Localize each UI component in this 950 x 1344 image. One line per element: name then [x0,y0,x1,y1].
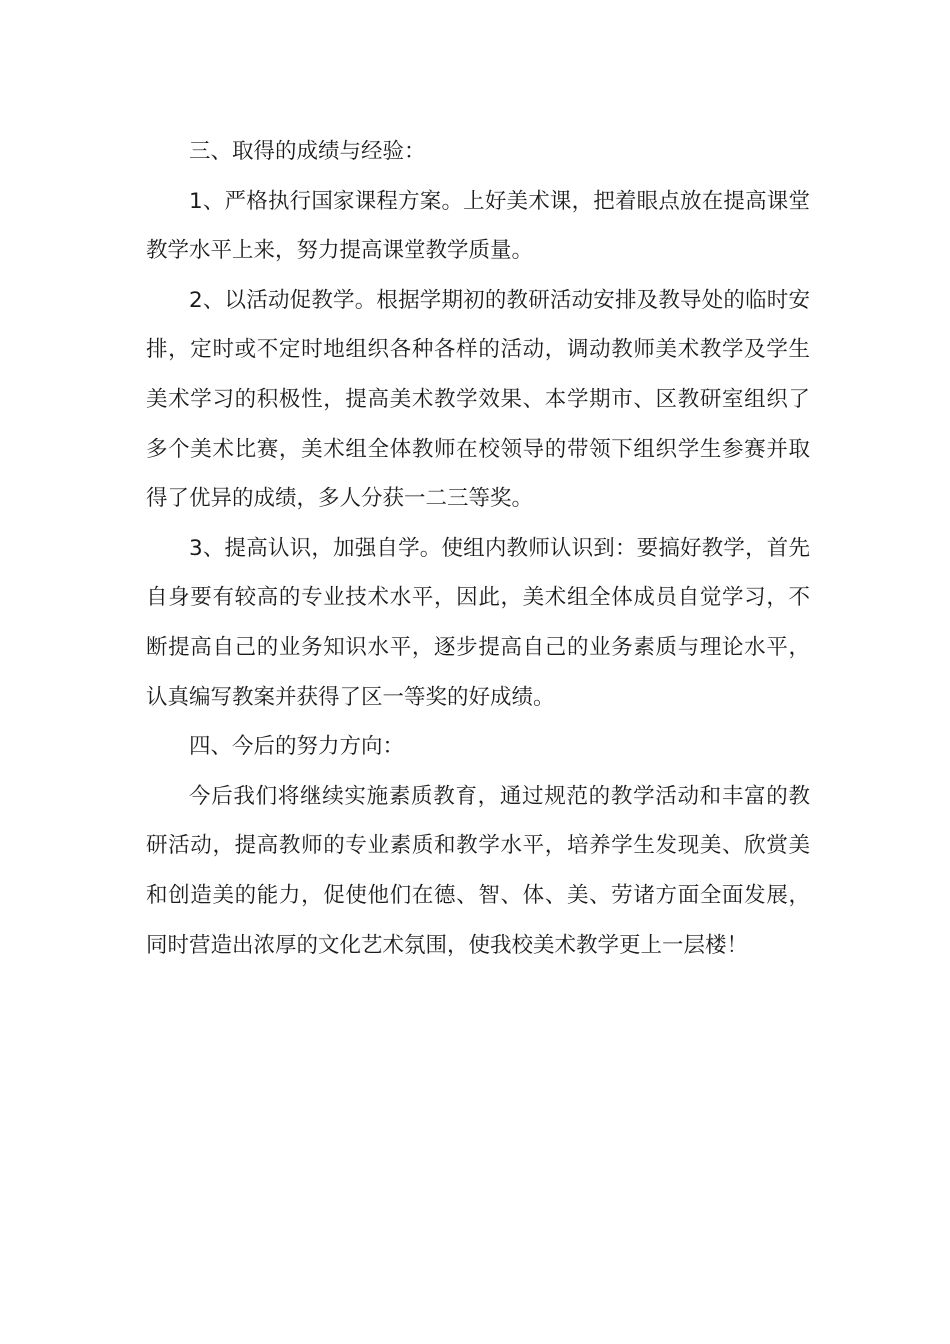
section-heading-achievements: 三、取得的成绩与经验： [189,139,426,164]
paragraph-item-2: 2、以活动促教学。根据学期初的教研活动安排及教导处的临时安排，定时或不定时地组织各种各样的活动，调动教师美术教学及学生美术学习的积极性，提高美术教学效果、本学期市、区教研室组织了多个美术比赛，美术组全体教师在校领导的带领下组织学生参赛并取得了优异的成绩，多人分获一二三等奖。 [146,287,810,512]
section-heading-future-direction: 四、今后的努力方向： [189,734,405,760]
paragraph-item-1: 1、严格执行国家课程方案。上好美术课，把着眼点放在提高课堂教学水平上来，努力提高课堂教学质量。 [146,188,810,264]
document-body [146,127,810,970]
paragraph-item-3: 3、提高认识，加强自学。使组内教师认识到：要搞好教学，首先自身要有较高的专业技术水平，因此，美术组全体成员自觉学习，不断提高自己的业务知识水平，逐步提高自己的业务素质与理论水平，认真编写教案并获得了区一等奖的好成绩。 [146,535,810,710]
paragraph-future-plan: 今后我们将继续实施素质教育，通过规范的教学活动和丰富的教研活动，提高教师的专业素质和教学水平，培养学生发现美、欣赏美和创造美的能力，促使他们在德、智、体、美、劳诸方面全面发展，同时营造出浓厚的文化艺术氛围，使我校美术教学更上一层楼！ [146,783,810,958]
